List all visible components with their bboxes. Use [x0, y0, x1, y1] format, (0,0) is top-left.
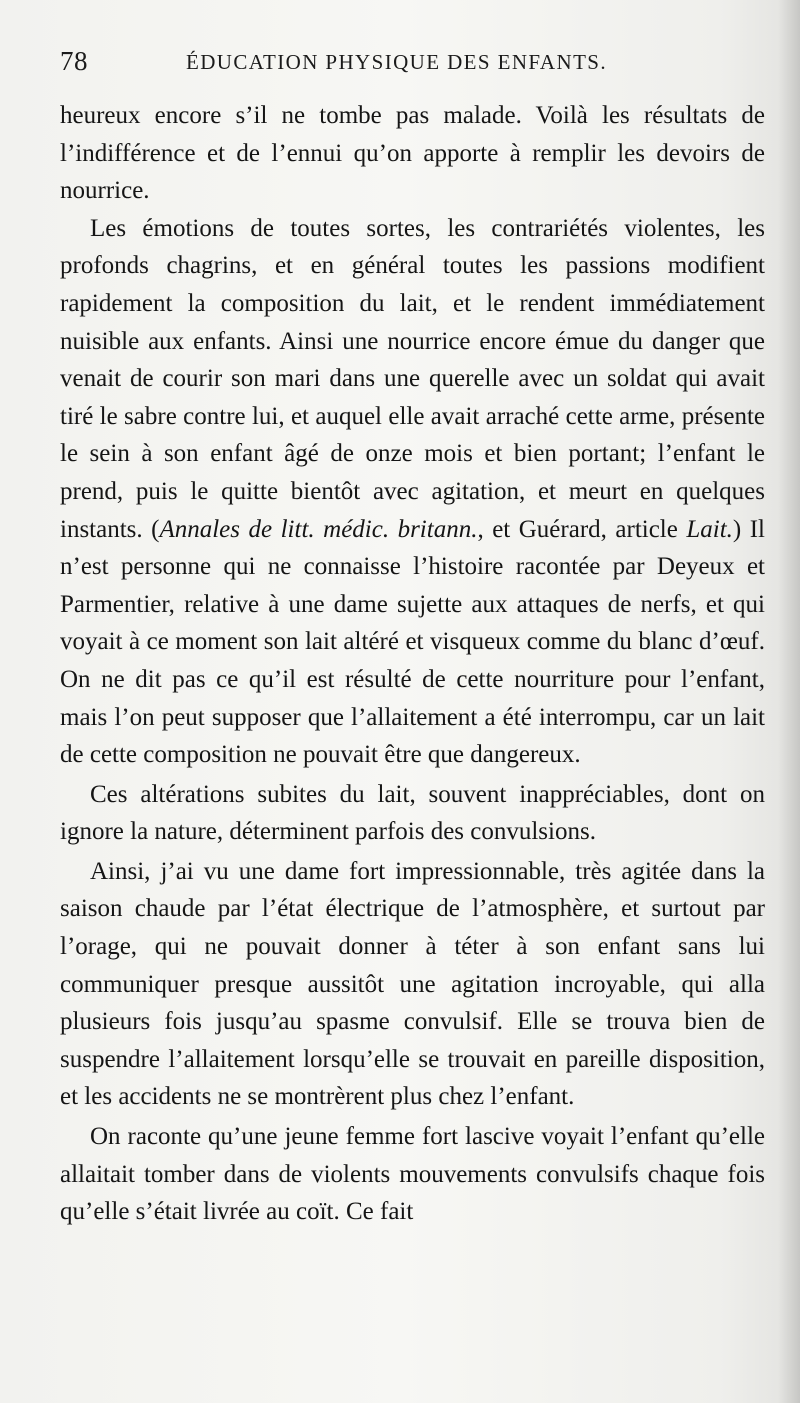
body-text [60, 97, 765, 1231]
page-number: 78 [60, 46, 88, 76]
paragraph-text: Les émotions de toutes sortes, les contrariétés violentes, les profonds chagrins, et en général toutes les passions modifient rapidement la composition du lait, et le rendent immédiatement nuisible aux enfants. Ainsi une nourrice encore émue du danger que venait de courir son mari dans une querelle avec un soldat qui avait tiré le sabre contre lui, et auquel elle avait arraché cette arme, présente le sein à son enfant âgé de onze mois et bien portant; l’enfant le prend, puis le quitte bientôt avec agitation, et meurt en quelques instants. ( [60, 214, 765, 543]
page-header [60, 46, 780, 80]
paragraph-text: , et Guérard, article [477, 515, 687, 543]
running-head: ÉDUCATION PHYSIQUE DES ENFANTS. [186, 50, 608, 74]
citation-annales: Annales de litt. médic. britann. [159, 515, 478, 543]
page-edge-shadow [778, 0, 800, 1403]
paragraph-alterations: Ces altérations subites du lait, souvent inappréciables, dont on ignore la nature, déterminent parfois des convulsions. [60, 780, 765, 846]
paragraph-jeune-femme: On raconte qu’une jeune femme fort lascive voyait l’enfant qu’elle allaitait tomber dans de violents mouvements convulsifs chaque fois qu’elle s’était livrée au coït. Ce fait [60, 1123, 765, 1226]
citation-lait: Lait. [686, 515, 733, 543]
paragraph-dame: Ainsi, j’ai vu une dame fort impressionnable, très agitée dans la saison chaude par l’état électrique de l’atmosphère, et surtout par l’orage, qui ne pouvait donner à téter à son enfant sans lui communiquer presque aussitôt une agitation incroyable, qui alla plusieurs fois jusqu’au spasme convulsif. Elle se trouva bien de suspendre l’allaitement lorsqu’elle se trouvait en pareille disposition, et les accidents ne se montrèrent plus chez l’enfant. [60, 857, 765, 1111]
paragraph-text: ) Il n’est personne qui ne connaisse l’histoire racontée par Deyeux et Parmentier, relative à une dame sujette aux attaques de nerfs, et qui voyait à ce moment son lait altéré et visqueux comme du blanc d’œuf. On ne dit pas ce qu’il est résulté de cette nourriture pour l’enfant, mais l’on peut supposer que l’allaitement a été interrompu, car un lait de cette composition ne pouvait être que dangereux. [60, 515, 765, 769]
paragraph-emotions [60, 210, 765, 774]
paragraph-continuation: heureux encore s’il ne tombe pas malade. Voilà les résultats de l’indifférence et de l’ennui qu’on apporte à remplir les devoirs de nourrice. [60, 102, 765, 205]
